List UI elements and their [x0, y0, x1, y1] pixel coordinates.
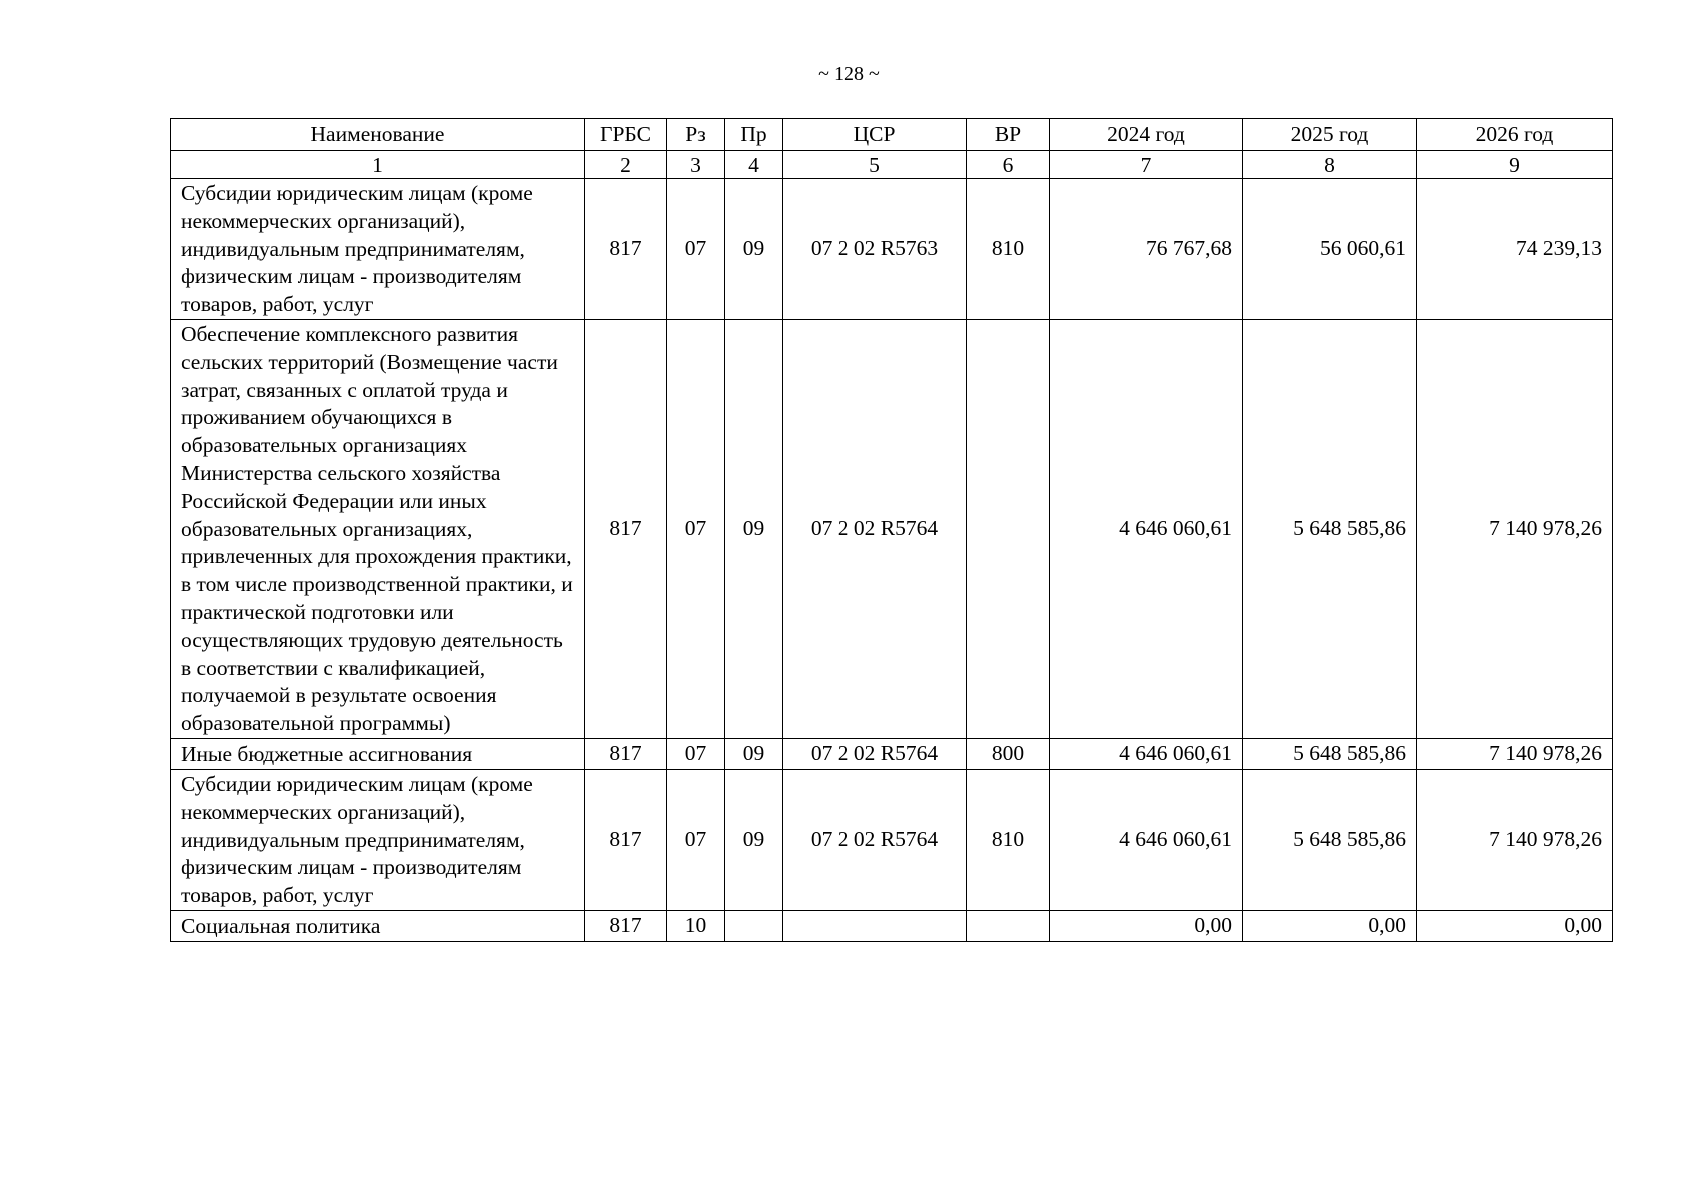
column-number-row	[171, 151, 1613, 179]
header-csr: ЦСР	[783, 119, 967, 151]
row-rz: 07	[667, 738, 725, 769]
row-amount-2024: 0,00	[1050, 910, 1243, 941]
row-amount-2026: 7 140 978,26	[1417, 738, 1613, 769]
header-2024: 2024 год	[1050, 119, 1243, 151]
column-number: 4	[725, 151, 783, 179]
row-name: Иные бюджетные ассигнования	[171, 738, 585, 769]
header-row	[171, 119, 1613, 151]
row-name: Субсидии юридическим лицам (кроме некоммерческих организаций), индивидуальным предпринимателям, физическим лицам - производителям товаров, работ, услуг	[171, 769, 585, 910]
row-amount-2025: 5 648 585,86	[1243, 769, 1417, 910]
row-csr: 07 2 02 R5764	[783, 319, 967, 738]
row-grbs: 817	[585, 319, 667, 738]
row-vr: 810	[967, 179, 1050, 320]
budget-table	[170, 118, 1613, 942]
row-rz: 10	[667, 910, 725, 941]
row-vr	[967, 319, 1050, 738]
column-number: 3	[667, 151, 725, 179]
header-name: Наименование	[171, 119, 585, 151]
row-rz: 07	[667, 769, 725, 910]
table-row	[171, 179, 1613, 320]
row-amount-2026: 74 239,13	[1417, 179, 1613, 320]
table-row	[171, 769, 1613, 910]
header-2026: 2026 год	[1417, 119, 1613, 151]
row-csr: 07 2 02 R5764	[783, 738, 967, 769]
row-rz: 07	[667, 179, 725, 320]
row-amount-2024: 4 646 060,61	[1050, 769, 1243, 910]
row-name: Субсидии юридическим лицам (кроме некоммерческих организаций), индивидуальным предпринимателям, физическим лицам - производителям товаров, работ, услуг	[171, 179, 585, 320]
row-amount-2026: 7 140 978,26	[1417, 769, 1613, 910]
row-csr: 07 2 02 R5764	[783, 769, 967, 910]
row-grbs: 817	[585, 738, 667, 769]
header-2025: 2025 год	[1243, 119, 1417, 151]
header-grbs: ГРБС	[585, 119, 667, 151]
row-grbs: 817	[585, 179, 667, 320]
header-pr: Пр	[725, 119, 783, 151]
header-vr: ВР	[967, 119, 1050, 151]
row-csr	[783, 910, 967, 941]
row-name: Социальная политика	[171, 910, 585, 941]
column-number: 6	[967, 151, 1050, 179]
row-pr	[725, 910, 783, 941]
row-amount-2024: 76 767,68	[1050, 179, 1243, 320]
table-row	[171, 910, 1613, 941]
table-row	[171, 319, 1613, 738]
row-amount-2025: 0,00	[1243, 910, 1417, 941]
row-amount-2024: 4 646 060,61	[1050, 319, 1243, 738]
column-number: 7	[1050, 151, 1243, 179]
column-number: 8	[1243, 151, 1417, 179]
row-amount-2024: 4 646 060,61	[1050, 738, 1243, 769]
row-csr: 07 2 02 R5763	[783, 179, 967, 320]
row-pr: 09	[725, 179, 783, 320]
row-vr: 800	[967, 738, 1050, 769]
row-amount-2025: 56 060,61	[1243, 179, 1417, 320]
row-grbs: 817	[585, 769, 667, 910]
page-number: ~ 128 ~	[818, 63, 880, 85]
row-rz: 07	[667, 319, 725, 738]
row-grbs: 817	[585, 910, 667, 941]
row-name: Обеспечение комплексного развития сельских территорий (Возмещение части затрат, связанных с оплатой труда и проживанием обучающихся в образовательных организациях Министерства сельского хозяйства Российской Федерации или иных образовательных организациях, привлеченных для прохождения практики, в том числе производственной практики, и практической подготовки или осуществляющих трудовую деятельность в соответствии с квалификацией, получаемой в результате освоения образовательной программы)	[171, 319, 585, 738]
row-pr: 09	[725, 738, 783, 769]
row-amount-2025: 5 648 585,86	[1243, 738, 1417, 769]
column-number: 2	[585, 151, 667, 179]
row-amount-2025: 5 648 585,86	[1243, 319, 1417, 738]
row-amount-2026: 0,00	[1417, 910, 1613, 941]
column-number: 1	[171, 151, 585, 179]
column-number: 9	[1417, 151, 1613, 179]
row-pr: 09	[725, 769, 783, 910]
row-pr: 09	[725, 319, 783, 738]
row-vr: 810	[967, 769, 1050, 910]
column-number: 5	[783, 151, 967, 179]
row-amount-2026: 7 140 978,26	[1417, 319, 1613, 738]
table-row	[171, 738, 1613, 769]
row-vr	[967, 910, 1050, 941]
header-rz: Рз	[667, 119, 725, 151]
